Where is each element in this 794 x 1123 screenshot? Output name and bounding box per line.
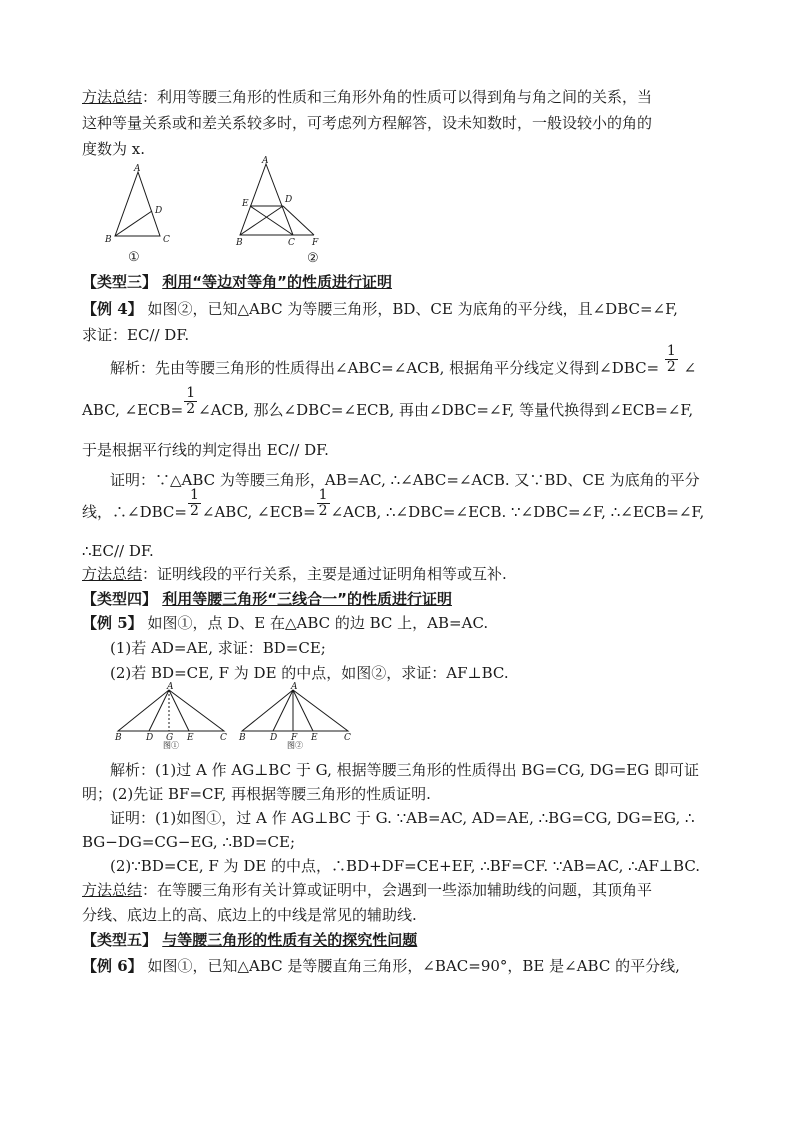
segment-ae	[293, 690, 313, 731]
type-tag: 【类型三】	[82, 273, 158, 291]
figure-ex5-1	[112, 684, 237, 754]
label-e: E	[187, 733, 194, 743]
label-c: C	[288, 238, 295, 248]
label-e: E	[242, 199, 249, 209]
label-c: C	[220, 733, 227, 743]
fraction-half	[188, 488, 201, 519]
analysis-line: 明；(2)先证 BF=CF, 再根据等腰三角形的性质证明.	[82, 785, 431, 803]
question-1: (1)若 AD=AE, 求证：BD=CE;	[110, 639, 326, 657]
question-2: (2)若 BD=CE, F 为 DE 的中点，如图②，求证：AF⊥BC.	[110, 664, 509, 682]
label-d: D	[155, 206, 163, 216]
numerator: 1	[318, 486, 328, 503]
method-summary-2	[82, 564, 507, 584]
fraction-half	[317, 488, 330, 519]
triangle-abc-shape	[118, 690, 224, 731]
bisector-bd	[240, 206, 283, 235]
figure-caption-2: ②	[307, 251, 319, 266]
proof-text: ∠ACB, ∴∠DBC=∠ECB. ∵∠DBC=∠F, ∴∠ECB=∠F,	[330, 503, 705, 521]
figure-caption-1: ①	[128, 250, 140, 265]
numerator: 1	[666, 342, 676, 359]
analysis-text: ∠	[683, 359, 697, 377]
summary-text: ：证明线段的平行关系，主要是通过证明角相等或互补.	[142, 565, 507, 583]
segment-ae	[169, 690, 189, 731]
summary-text-line: 度数为 x.	[82, 140, 145, 158]
triangle-abc-shape	[242, 690, 348, 731]
analysis-line	[110, 342, 697, 378]
section-heading-type5	[82, 930, 417, 950]
example-text-line: 求证：EC// DF.	[82, 326, 190, 344]
proof-line	[82, 486, 705, 522]
example-5-statement	[82, 613, 488, 633]
label-a: A	[167, 682, 174, 692]
type-title: 与等腰三角形的性质有关的探究性问题	[162, 931, 418, 949]
label-b: B	[115, 733, 122, 743]
proof-line: 证明：(1)如图①，过 A 作 AG⊥BC 于 G. ∵AB=AC, AD=AE, ∴BG=CG, DG=EG, ∴	[110, 809, 695, 827]
label-d: D	[285, 195, 293, 205]
label-c: C	[163, 235, 170, 245]
method-summary-1	[82, 87, 652, 107]
method-summary-label: 方法总结	[82, 88, 143, 106]
analysis-line	[82, 384, 694, 420]
section-heading-type4	[82, 589, 452, 609]
label-f: F	[312, 238, 319, 248]
proof-line: BG−DG=CG−EG, ∴BD=CE;	[82, 833, 296, 851]
analysis-text: ABC, ∠ECB=	[82, 401, 184, 419]
label-f: F	[291, 733, 298, 743]
proof-line: (2)∵BD=CE, F 为 DE 的中点，∴BD+DF=CE+EF, ∴BF=CF. ∵AB=AC, ∴AF⊥BC.	[110, 857, 701, 875]
figure-caption: 图②	[287, 741, 303, 750]
label-b: B	[236, 238, 243, 248]
segment-ad	[149, 690, 169, 731]
label-a: A	[262, 156, 269, 166]
example-text: 如图②，已知△ABC 为等腰三角形，BD、CE 为底角的平分线，且∠DBC=∠F,	[142, 300, 678, 318]
label-e: E	[311, 733, 318, 743]
proof-text: 线，∴∠DBC=	[82, 503, 187, 521]
label-b: B	[105, 235, 112, 245]
summary-text: ：在等腰三角形有关计算或证明中，会遇到一些添加辅助线的问题，其顶角平	[142, 881, 653, 899]
triangle-figure-2	[226, 154, 366, 269]
numerator: 1	[186, 384, 196, 401]
type-title: 利用等腰三角形“三线合一”的性质进行证明	[162, 590, 452, 608]
analysis-line: 于是根据平行线的判定得出 EC// DF.	[82, 441, 329, 459]
summary-text: ：利用等腰三角形的性质和三角形外角的性质可以得到角与角之间的关系，当	[142, 88, 653, 106]
analysis-line: 解析：(1)过 A 作 AG⊥BC 于 G, 根据等腰三角形的性质得出 BG=CG, DG=EG 即可证	[110, 761, 699, 779]
method-summary-label: 方法总结	[82, 881, 143, 899]
example-tag: 【例 4】	[82, 300, 143, 318]
example-text: 如图①，点 D、E 在△ABC 的边 BC 上，AB=AC.	[142, 614, 489, 632]
denominator: 2	[318, 502, 328, 519]
denominator: 2	[186, 400, 196, 417]
label-d: D	[270, 733, 278, 743]
example-text: 如图①，已知△ABC 是等腰直角三角形，∠BAC=90°，BE 是∠ABC 的平分线,	[142, 957, 680, 975]
example-4-statement	[82, 299, 678, 319]
label-a: A	[291, 682, 298, 692]
triangle-abc-shape	[115, 172, 163, 236]
figure-caption: 图①	[163, 741, 179, 750]
label-c: C	[344, 733, 351, 743]
analysis-text: ∠ACB, 那么∠DBC=∠ECB, 再由∠DBC=∠F, 等量代换得到∠ECB=∠F,	[198, 401, 694, 419]
type-tag: 【类型四】	[82, 590, 158, 608]
proof-line: ∴EC// DF.	[82, 542, 154, 560]
example-6-statement	[82, 956, 680, 976]
section-heading-type3	[82, 272, 392, 292]
denominator: 2	[666, 358, 676, 375]
fraction-half	[665, 344, 678, 375]
label-b: B	[239, 733, 246, 743]
proof-text: ∠ABC, ∠ECB=	[201, 503, 316, 521]
method-summary-3	[82, 880, 652, 900]
fraction-half	[184, 386, 197, 417]
label-a: A	[134, 164, 141, 174]
example-tag: 【例 6】	[82, 957, 143, 975]
figure-ex5-2	[236, 684, 361, 754]
proof-line: 证明：∵△ABC 为等腰三角形，AB=AC, ∴∠ABC=∠ACB. 又∵BD、CE 为底角的平分	[110, 471, 700, 489]
label-g: G	[166, 733, 174, 743]
type-title: 利用“等边对等角”的性质进行证明	[162, 273, 392, 291]
summary-text-line: 分线、底边上的高、底边上的中线是常见的辅助线.	[82, 906, 417, 924]
analysis-text: 解析：先由等腰三角形的性质得出∠ABC=∠ACB, 根据角平分线定义得到∠DBC=	[110, 359, 660, 377]
example-tag: 【例 5】	[82, 614, 143, 632]
summary-text-line: 这种等量关系或和差关系较多时，可考虑列方程解答，设未知数时，一般设较小的角的	[82, 114, 653, 132]
type-tag: 【类型五】	[82, 931, 158, 949]
bisector-ce	[250, 206, 293, 235]
method-summary-label: 方法总结	[82, 565, 143, 583]
label-d: D	[146, 733, 154, 743]
denominator: 2	[189, 502, 199, 519]
bisector-bd	[115, 211, 152, 236]
numerator: 1	[189, 486, 199, 503]
segment-ad	[273, 690, 293, 731]
